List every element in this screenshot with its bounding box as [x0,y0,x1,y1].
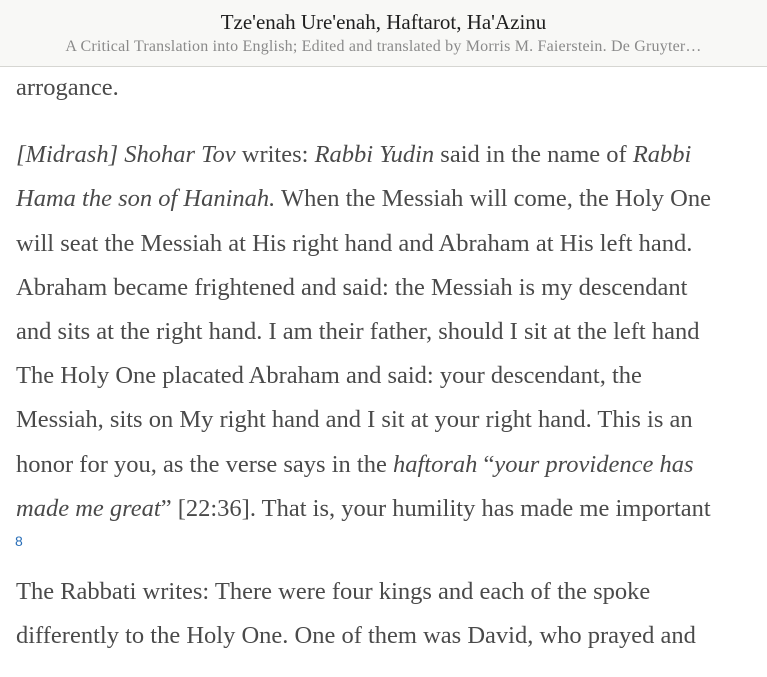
paragraph-spacer [16,550,767,570]
text-line: will seat the Messiah at His right hand and Abraham at His left hand. [16,229,693,257]
page-number-link[interactable]: 8 [15,533,23,550]
italic-name: Hama the son of Haninah. [16,185,276,213]
text-line: Messiah, sits on My right hand and I sit at your right hand. This is an [16,406,693,434]
text-run: When the Messiah will come, the Holy One [275,185,711,213]
italic-quote: your providence has [494,450,694,478]
text-line [16,177,767,221]
text-run: ” [22:36]. That is, your humility has made me important [160,494,711,522]
paragraph-midrash [16,133,767,531]
text-line: Abraham became frightened and said: the Messiah is my descendant [16,273,688,301]
text-line: arrogance. [16,74,119,101]
italic-name: Rabbi Yudin [314,141,435,169]
book-header[interactable] [0,0,767,67]
italic-term: haftorah [392,450,478,478]
book-subtitle: A Critical Translation into English; Edited and translated by Morris M. Faierstein. De Gruyter… [65,38,702,55]
text-line: The Holy One placated Abraham and said: your descendant, the [16,362,642,390]
text-run: “ [477,450,495,478]
text-line [16,133,767,177]
italic-name: Rabbi [632,141,692,169]
text-line: and sits at the right hand. I am their father, should I sit at the left hand [16,318,700,346]
text-line: differently to the Holy One. One of them was David, who prayed and [16,622,696,650]
paragraph-spacer [16,110,767,133]
italic-quote: made me great [16,494,161,522]
text-run: writes: [235,141,315,169]
text-line: The Rabbati writes: There were four kings and each of the spoke [16,578,651,606]
text-run: said in the name of [434,141,633,169]
paragraph-rabbati [16,570,767,658]
text-run: honor for you, as the verse says in the [16,450,393,478]
italic-source: [Midrash] Shohar Tov [16,141,236,169]
text-line [16,487,767,531]
paragraph-fragment [16,66,767,110]
reading-content [16,66,767,658]
text-line [16,443,767,487]
book-title: Tze'enah Ure'enah, Haftarot, Ha'Azinu [220,10,547,34]
